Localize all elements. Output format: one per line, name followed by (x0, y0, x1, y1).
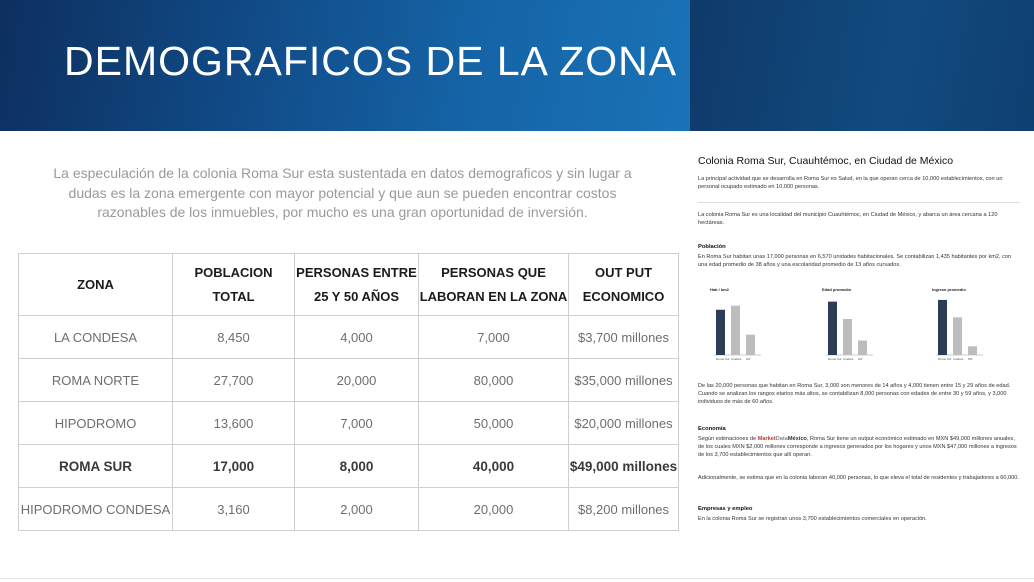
cell-poblacion: 3,160 (173, 488, 295, 531)
cell-zona: ROMA SUR (19, 445, 173, 488)
mini-chart-svg (818, 285, 880, 373)
panel-section-heading: Población (698, 244, 726, 250)
panel-section-heading: Economía (698, 426, 726, 432)
text-fragment: Según estimaciones de (698, 436, 758, 442)
chart-bar (716, 310, 725, 355)
chart-title: Edad promedio (822, 287, 852, 292)
cell-output: $35,000 millones (569, 359, 679, 402)
cell-zona: HIPODROMO (19, 402, 173, 445)
header-line: 25 Y 50 AÑOS (313, 288, 400, 304)
col-header-personas (295, 254, 419, 316)
chart-bars (936, 300, 983, 361)
cell-zona: ROMA NORTE (19, 359, 173, 402)
mini-chart-ingreso (928, 285, 990, 373)
table-row (19, 488, 679, 531)
chart-title: Ingreso promedio (932, 287, 966, 292)
table-row (19, 359, 679, 402)
chart-title: Hab / km2 (710, 287, 729, 292)
header-line: LABORAN EN LA ZONA (419, 288, 568, 304)
cell-poblacion: 13,600 (173, 402, 295, 445)
chart-bar (953, 317, 962, 355)
col-header-laboran (419, 254, 569, 316)
cell-zona: LA CONDESA (19, 316, 173, 359)
chart-bar (828, 302, 837, 355)
header-line: PERSONAS QUE (441, 264, 546, 280)
brand-data: Data (775, 436, 788, 442)
chart-bar (746, 335, 755, 355)
bottom-divider (0, 578, 1034, 579)
cell-poblacion: 8,450 (173, 316, 295, 359)
roma-sur-report-panel (690, 150, 1030, 580)
chart-bar (731, 306, 740, 355)
slide-title: DEMOGRAFICOS DE LA ZONA (64, 38, 678, 84)
cell-personas: 20,000 (295, 359, 419, 402)
panel-section-heading: Empresas y empleo (698, 506, 753, 512)
intro-line: La especulación de la colonia Roma Sur esta sustentada en datos demograficos y sin lugar a (53, 165, 632, 181)
chart-bar (843, 319, 852, 355)
table-row-highlighted (19, 445, 679, 488)
chart-x-label: Ciudad... (953, 357, 966, 361)
chart-x-label: Roma Sur (828, 357, 842, 361)
chart-x-label: Roma Sur (716, 357, 730, 361)
brand-market: Market (757, 436, 776, 442)
cell-laboran: 80,000 (419, 359, 569, 402)
panel-title: Colonia Roma Sur, Cuauhtémoc, en Ciudad de México (698, 155, 954, 167)
cell-personas: 7,000 (295, 402, 419, 445)
mini-chart-svg (928, 285, 990, 373)
chart-bar (968, 346, 977, 355)
cell-personas: 4,000 (295, 316, 419, 359)
chart-bars (714, 306, 761, 361)
chart-x-label: MX (968, 357, 973, 361)
mini-chart-hab-km2 (706, 285, 768, 373)
panel-paragraph: En la colonia Roma Sur se registran unos 3,700 establecimientos comerciales en operación. (698, 516, 927, 522)
chart-bar (858, 341, 867, 356)
chart-bars (826, 302, 873, 361)
header-line: OUT PUT (594, 264, 653, 280)
panel-divider (698, 202, 1020, 203)
demographics-table (18, 253, 679, 531)
col-header-output (569, 254, 679, 316)
panel-paragraph: La colonia Roma Sur es una localidad del municipio Cuauhtémoc, en Ciudad de México, y abarca un área cercana a 120 hectáreas. (698, 212, 998, 226)
cell-output: $49,000 millones (569, 445, 679, 488)
header-line: PERSONAS ENTRE (296, 264, 417, 280)
cell-output: $20,000 millones (569, 402, 679, 445)
cell-output: $3,700 millones (569, 316, 679, 359)
chart-bar (938, 300, 947, 355)
panel-paragraph-economia (698, 435, 1020, 459)
panel-paragraph: En Roma Sur habitan unas 17,000 personas en 6,570 unidades habitacionales. Se contabilizan 1,435 habitantes por km2, con una edad promedio de 38 años y una escolaridad promedio de 13 años cursados. (698, 254, 1012, 268)
cell-zona: HIPODROMO CONDESA (19, 488, 173, 531)
cell-laboran: 20,000 (419, 488, 569, 531)
cell-poblacion: 27,700 (173, 359, 295, 402)
cell-laboran: 50,000 (419, 402, 569, 445)
mini-chart-svg (706, 285, 768, 373)
chart-x-label: Ciudad... (731, 357, 744, 361)
panel-paragraph: Adicionalmente, se estima que en la colonia laboran 40,000 personas, lo que eleva el total de residentes y trabajadores a 60,000. (698, 475, 1019, 481)
chart-x-label: Roma Sur (938, 357, 952, 361)
panel-paragraph: La principal actividad que se desarrolla en Roma Sur es Salud, en la que operan cerca de 10,000 establecimientos, con un personal ocupado estimado en 10,000 personas. (698, 176, 1003, 190)
intro-paragraph (30, 164, 655, 223)
cell-poblacion: 17,000 (173, 445, 295, 488)
chart-x-label: MX (858, 357, 863, 361)
cell-laboran: 40,000 (419, 445, 569, 488)
cell-personas: 8,000 (295, 445, 419, 488)
panel-paragraph: De las 20,000 personas que habitan en Roma Sur, 3,000 son menores de 14 años y 4,000 tienen entre 15 y 29 años de edad. Cuando se analizan los rangos etarios más altos, se contabilizan 8,000 personas con edades de entre 30 y 59 años, y 3,000 individuos de más de 60 años. (698, 383, 1011, 405)
cell-personas: 2,000 (295, 488, 419, 531)
header-banner-right (690, 0, 1034, 131)
chart-x-label: MX (746, 357, 751, 361)
intro-line: razonables de los inmuebles, por mucho es una gran oportunidad de inversión. (97, 204, 588, 220)
text-fragment: , Roma Sur tiene un output económico estimado en MXN $49,000 millones anuales, de los cuales MXN $2,000 millones corresponde a ingresos generados por los hogares y unos MXN $47,000 millones a ingresos de los 3,700 establecimientos que allí operan. (698, 436, 1017, 458)
mini-chart-edad (818, 285, 880, 373)
cell-output: $8,200 millones (569, 488, 679, 531)
brand-mexico: México (787, 436, 807, 442)
header-line: ECONOMICO (582, 288, 665, 304)
intro-line: dudas es la zona emergente con mayor potencial y que aun se pueden encontrar costos (68, 184, 617, 201)
table-header-row (19, 254, 679, 316)
col-header-poblacion: POBLACION TOTAL (173, 254, 295, 316)
table-row (19, 316, 679, 359)
chart-x-label: Ciudad... (843, 357, 856, 361)
cell-laboran: 7,000 (419, 316, 569, 359)
table-row (19, 402, 679, 445)
col-header-zona: ZONA (19, 254, 173, 316)
